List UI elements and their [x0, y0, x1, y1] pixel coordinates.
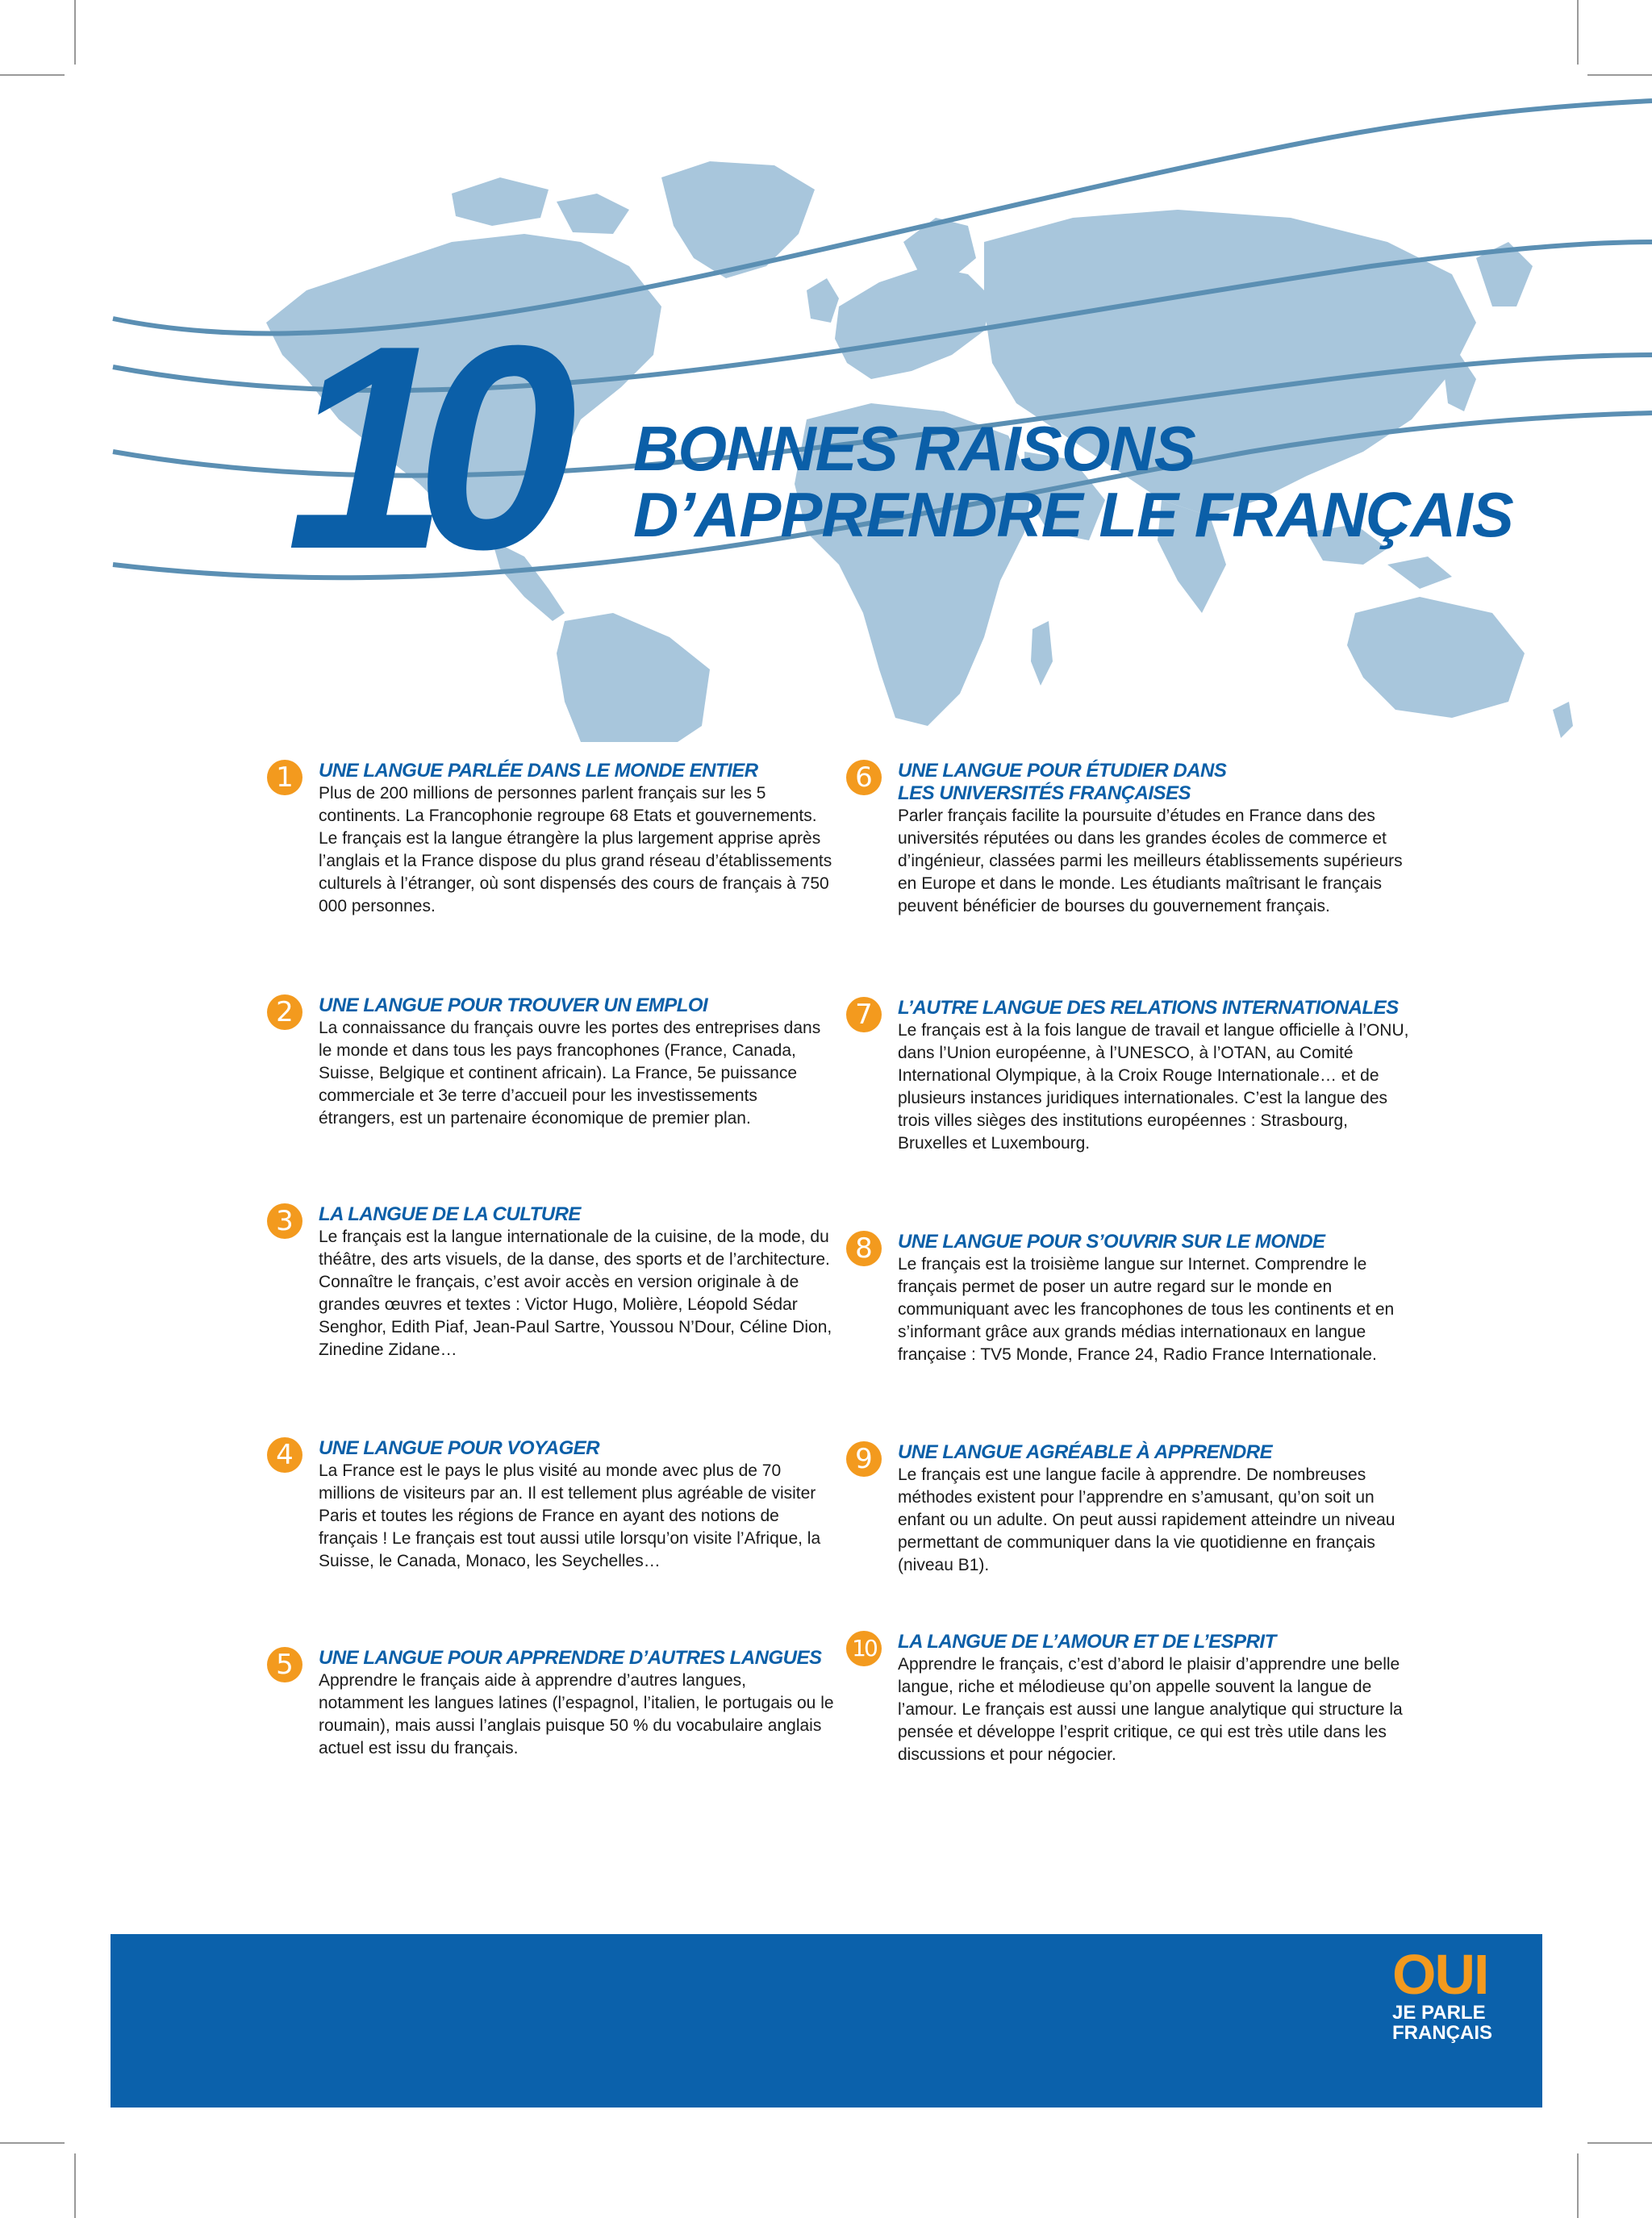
logo-line-1: JE PARLE [1392, 2002, 1486, 2024]
reason-item [855, 1231, 1414, 1366]
reason-text: Le français est la troisième langue sur Internet. Comprendre le français permet de poser un autre regard sur le monde en communiquant avec les francophones de tous les continents et en s’informant grâce aux grands médias internationaux en langue française : TV5 Monde, France 24, Radio France Internationale. [898, 1255, 1395, 1364]
reason-item [276, 1647, 835, 1760]
reason-title: UNE LANGUE POUR APPRENDRE D’AUTRES LANGUES [319, 1647, 822, 1669]
reason-item [852, 1631, 1414, 1766]
reason-title: L’AUTRE LANGUE DES RELATIONS INTERNATIONALES [898, 997, 1399, 1019]
world-map-illustration [0, 0, 1652, 742]
reason-text: La connaissance du français ouvre les portes des entreprises dans le monde et dans tous les pays francophones (France, Canada, Suisse, Belgique et continent africain). La France, 5e puissance commerciale et 3e terre d’accueil pour les investissements étrangers, est un partenaire économique de premier plan. [319, 1019, 821, 1128]
reason-number-badge: 1 [267, 760, 302, 795]
reason-item [855, 997, 1414, 1155]
reason-text: Apprendre le français, c’est d’abord le plaisir d’apprendre une belle langue, riche et mélodieuse qu’on appelle souvent la langue de l’amour. Le français est aussi une langue analytique qui structure la pensée et développe l’esprit critique, ce qui est très utile dans les discussions et pour négocier. [898, 1655, 1403, 1764]
reason-number-badge: 7 [846, 997, 882, 1032]
reason-title: UNE LANGUE POUR ÉTUDIER DANS LES UNIVERSITÉS FRANÇAISES [898, 760, 1227, 804]
reason-title: LA LANGUE DE LA CULTURE [319, 1203, 581, 1225]
crop-mark [1587, 2142, 1652, 2144]
crop-mark [0, 2142, 65, 2144]
hero-banner [0, 0, 1652, 742]
reason-text: Le français est la langue internationale de la cuisine, de la mode, du théâtre, des arts visuels, de la danse, des sports et de l’architecture. Connaître le français, c’est avoir accès en version originale à de grandes œuvres et textes : Victor Hugo, Molière, Léopold Sédar Senghor, Edith Piaf, Jean-Paul Sartre, Youssou N’Dour, Céline Dion, Zinedine Zidane… [319, 1228, 832, 1359]
headline-line-1: BONNES RAISONS [633, 413, 1195, 484]
reason-item [855, 1441, 1414, 1577]
hero-number: 10 [286, 286, 545, 610]
logo-line-2: FRANÇAIS [1392, 2022, 1492, 2044]
reason-number-badge: 5 [267, 1647, 302, 1682]
reason-number-badge: 10 [846, 1631, 882, 1666]
reason-text: Parler français facilite la poursuite d’études en France dans des universités réputées ou dans les grandes écoles de commerce et d’ingénieur, classées parmi les meilleurs établissements supérieurs en Europe et dans le monde. Les étudiants maîtrisant le français peuvent bénéficier de bourses du gouvernement français. [898, 807, 1403, 915]
crop-mark [74, 2153, 76, 2218]
reason-title: LA LANGUE DE L’AMOUR ET DE L’ESPRIT [898, 1631, 1276, 1653]
footer-banner [111, 1934, 1542, 2108]
reason-item [276, 994, 835, 1130]
reason-title: UNE LANGUE AGRÉABLE À APPRENDRE [898, 1441, 1273, 1463]
reason-title: UNE LANGUE POUR S’OUVRIR SUR LE MONDE [898, 1231, 1325, 1253]
reason-text: Le français est à la fois langue de travail et langue officielle à l’ONU, dans l’Union européenne, à l’UNESCO, à l’OTAN, au Comité International Olympique, à la Croix Rouge Internationale… et de plusieurs instances juridiques internationales. C’est la langue des trois villes sièges des institutions européennes : Strasbourg, Bruxelles et Luxembourg. [898, 1021, 1409, 1153]
reason-item [276, 760, 835, 918]
crop-mark [1577, 2153, 1579, 2218]
reason-number-badge: 6 [846, 760, 882, 795]
reason-number-badge: 9 [846, 1441, 882, 1477]
reason-item [276, 1437, 835, 1573]
reason-text: Apprendre le français aide à apprendre d’autres langues, notamment les langues latines (l’espagnol, l’italien, le portugais ou le roumain), mais aussi l’anglais puisque 50 % du vocabulaire anglais actuel est issu du français. [319, 1671, 834, 1757]
reason-item [855, 760, 1414, 918]
reason-number-badge: 3 [267, 1203, 302, 1239]
reason-number-badge: 4 [267, 1437, 302, 1473]
headline-line-2: D’APPRENDRE LE FRANÇAIS [633, 479, 1513, 550]
reason-title: UNE LANGUE PARLÉE DANS LE MONDE ENTIER [319, 760, 758, 782]
reason-number-badge: 2 [267, 994, 302, 1030]
reason-item [276, 1203, 835, 1361]
page-title [633, 415, 1513, 548]
reason-text: Plus de 200 millions de personnes parlent français sur les 5 continents. La Francophonie regroupe 68 Etats et gouvernements. Le français est la langue étrangère la plus largement apprise après l’anglais et la France dispose du plus grand réseau d’établissements culturels à l’étranger, où sont dispensés des cours de français à 750 000 personnes. [319, 784, 832, 915]
reason-number-badge: 8 [846, 1231, 882, 1266]
logo-oui: OUI [1392, 1943, 1488, 2006]
oui-je-parle-francais-logo [1392, 1943, 1492, 2044]
reason-title: UNE LANGUE POUR VOYAGER [319, 1437, 600, 1459]
reason-title: UNE LANGUE POUR TROUVER UN EMPLOI [319, 994, 708, 1016]
reason-text: Le français est une langue facile à apprendre. De nombreuses méthodes existent pour l’apprendre en s’amusant, qu’on soit un enfant ou un adulte. On peut aussi rapidement atteindre un niveau permettant de communiquer dans la vie quotidienne en français (niveau B1). [898, 1465, 1395, 1574]
reason-text: La France est le pays le plus visité au monde avec plus de 70 millions de visiteurs par an. Il est tellement plus agréable de visiter Paris et toutes les régions de France en ayant des notions de français ! Le français est tout aussi utile lorsqu’on visite l’Afrique, la Suisse, le Canada, Monaco, les Seychelles… [319, 1461, 821, 1570]
